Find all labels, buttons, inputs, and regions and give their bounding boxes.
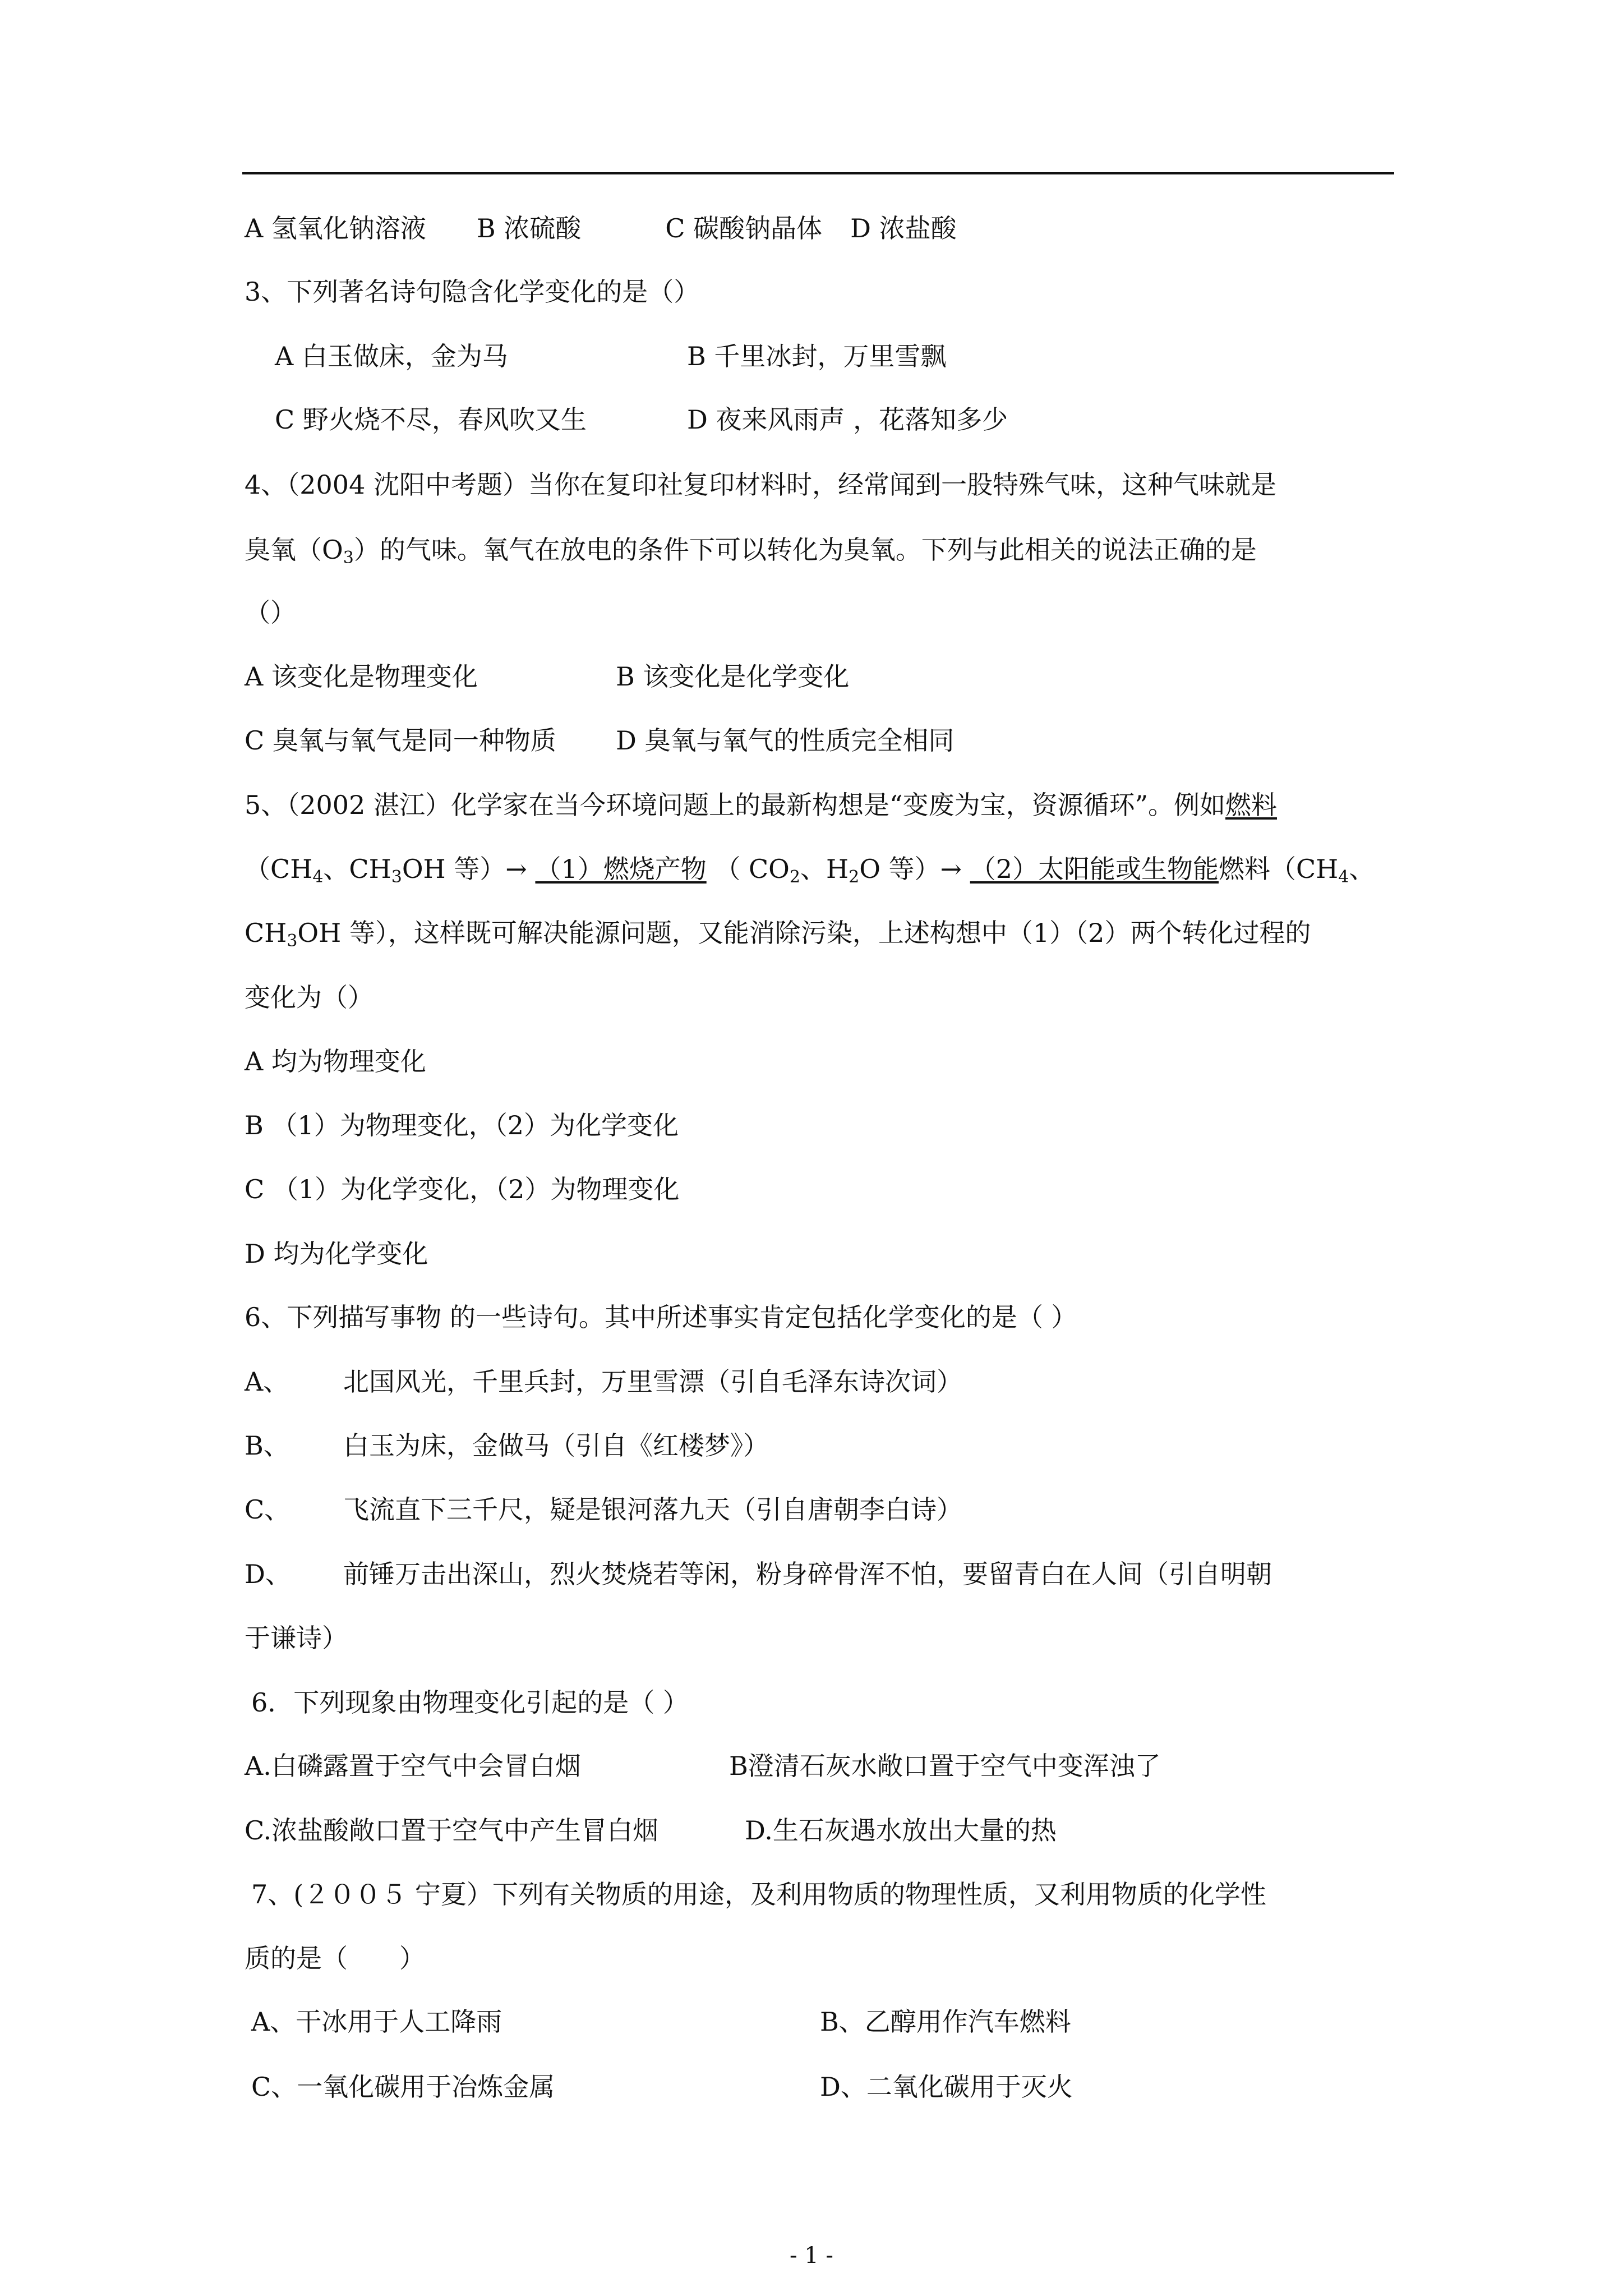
q3-option-d: D 夜来风雨声 ，花落知多少 [687, 404, 1008, 435]
q4-stem-line1: 4、（2004 沈阳中考题）当你在复印社复印材料时，经常闻到一股特殊气味，这种气味就是 [245, 470, 1276, 500]
q7-option-c: C、一氧化碳用于冶炼金属 [251, 2072, 555, 2102]
q6-option-c-label: C、 [245, 1494, 291, 1525]
q6-option-d-label: D、 [245, 1559, 291, 1589]
q4-option-d: D 臭氧与氧气的性质完全相同 [616, 725, 955, 756]
q6-option-d-text: 前锤万击出深山，烈火焚烧若等闲，粉身碎骨浑不怕，要留青白在人间（引自明朝 [343, 1559, 1272, 1589]
q4-option-c: C 臭氧与氧气是同一种物质 [245, 725, 556, 756]
q7-option-b: B、乙醇用作汽车燃料 [820, 2007, 1071, 2037]
q6-option-a-text: 北国风光，千里兵封，万里雪漂（引自毛泽东诗次词） [343, 1366, 962, 1397]
q6-option-b-text: 白玉为床，金做马（引自《红楼梦》） [343, 1430, 769, 1461]
q3-option-a: A 白玉做床，金为马 [275, 341, 508, 371]
q5-option-a: A 均为物理变化 [245, 1046, 426, 1076]
q3-option-c: C 野火烧不尽，春风吹又生 [275, 404, 587, 435]
page-number: - 1 - [790, 2243, 833, 2269]
q6b-option-d: D.生石灰遇水放出大量的热 [745, 1815, 1057, 1846]
q6b-option-b: B澄清石灰水敞口置于空气中变浑浊了 [729, 1751, 1161, 1781]
q5-stem-line2: （$CH_4$、$CH_3OH$ 等）→ （1）燃烧产物 （ $CO_2$、$H_2O$ 等）→ （2）太阳能或生物能燃料（$CH_4$、 [245, 854, 1375, 887]
q6b-option-c: C.浓盐酸敞口置于空气中产生冒白烟 [245, 1815, 659, 1846]
q3-option-b: B 千里冰封，万里雪飘 [687, 341, 947, 371]
q4-stem-line2: 臭氧$(O_3)$的气味。氧气在放电的条件下可以转化为臭氧。下列与此相关的说法正确的是 [245, 535, 1257, 568]
q4-option-a: A 该变化是物理变化 [245, 661, 478, 692]
q2-options-line [245, 211, 957, 245]
q5-stem-line1: 5、（2002 湛江）化学家在当今环境问题上的最新构想是“变废为宝，资源循环”。例如燃料 [245, 790, 1277, 820]
q5-option-c: C （1）为化学变化，（2）为物理变化 [245, 1174, 680, 1204]
q6-option-a-label: A、 [245, 1366, 289, 1397]
q6b-option-a: A.白磷露置于空气中会冒白烟 [245, 1751, 581, 1781]
q6-option-b-label: B、 [245, 1430, 289, 1461]
q5-stem-line4: 变化为（） [245, 982, 374, 1013]
q6-option-c-text: 飞流直下三千尺，疑是银河落九天（引自唐朝李白诗） [343, 1494, 962, 1525]
q5-option-b: B （1）为物理变化，（2）为化学变化 [245, 1110, 679, 1140]
q6b-stem: 6．下列现象由物理变化引起的是（ ） [251, 1687, 689, 1718]
q7-option-a: A、干冰用于人工降雨 [251, 2007, 502, 2037]
q4-option-b: B 该变化是化学变化 [616, 661, 850, 692]
q5-option-d: D 均为化学变化 [245, 1239, 428, 1269]
q2-option-a: A 氢氧化钠溶液 [245, 213, 426, 243]
q2-option-c: C 碳酸钠晶体 [665, 213, 823, 243]
q7-stem-line2: 质的是（ ） [245, 1943, 425, 1973]
q4-stem-line3: （） [245, 597, 296, 628]
header-rule [242, 172, 1394, 174]
q5-stem-line3: $CH_3OH$ 等），这样既可解决能源问题，又能消除污染，上述构想中（1）（2）两个转化过程的 [245, 918, 1311, 951]
q2-option-d: D 浓盐酸 [850, 213, 957, 243]
q2-option-b: B 浓硫酸 [476, 213, 582, 243]
q6-option-d-text-cont: 于谦诗） [245, 1623, 348, 1653]
q7-option-d: D、二氧化碳用于灭火 [820, 2072, 1073, 2102]
q6-stem: 6、下列描写事物 的一些诗句。其中所述事实肯定包括化学变化的是（ ） [245, 1302, 1077, 1332]
q3-stem: 3、下列著名诗句隐含化学变化的是（） [245, 277, 700, 307]
q7-stem-line1: 7、(２００５ 宁夏）下列有关物质的用途，及利用物质的物理性质，又利用物质的化学性 [251, 1879, 1266, 1910]
